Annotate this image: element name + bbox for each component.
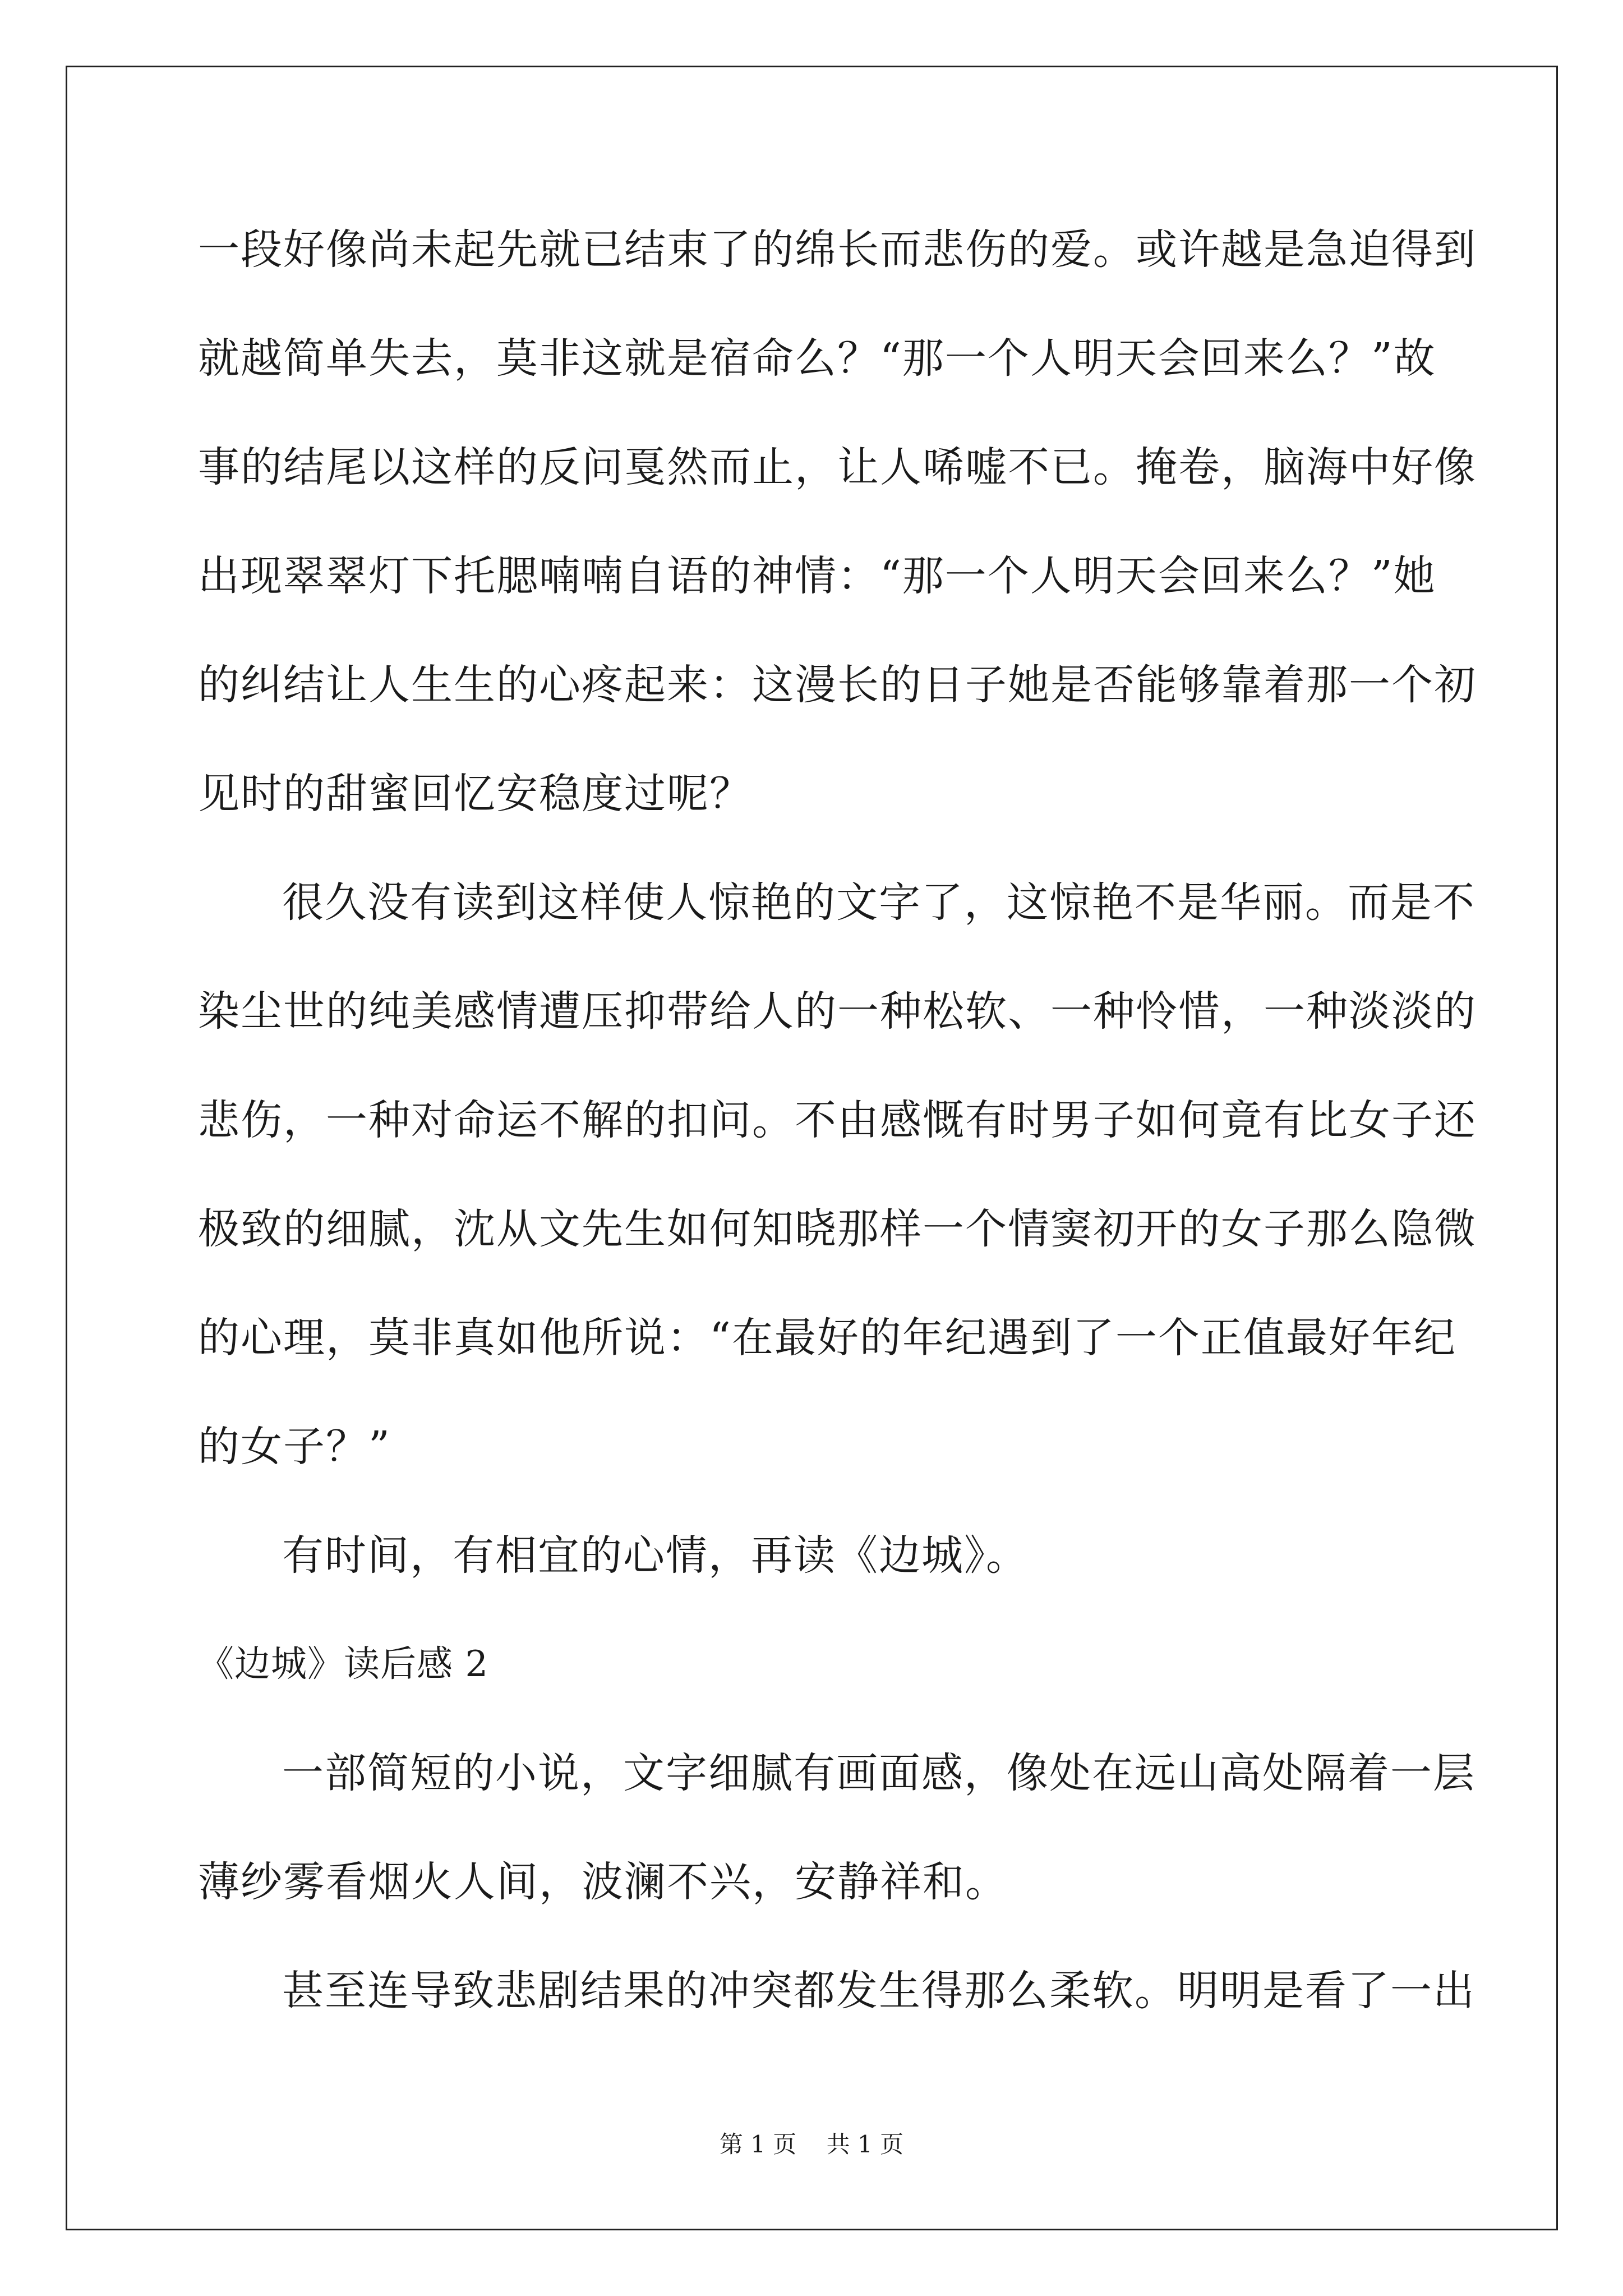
text-line: 事的结尾以这样的反问戛然而止，让人唏嘘不已。掩卷，脑海中好像 bbox=[198, 443, 1477, 491]
text-line: 一段好像尚未起先就已结束了的绵长而悲伤的爱。或许越是急迫得到 bbox=[198, 226, 1477, 274]
text-line: 有时间，有相宜的心情，再读《边城》。 bbox=[282, 1531, 1029, 1580]
body-text-block-2 bbox=[198, 1719, 1476, 2045]
text-line: 极致的细腻，沈从文先生如何知晓那样一个情窦初开的女子那么隐微 bbox=[198, 1205, 1477, 1253]
page-footer: 第 1 页 共 1 页 bbox=[719, 2131, 904, 2158]
body-text-block bbox=[198, 195, 1477, 1610]
text-line: 就越简单失去，莫非这就是宿命么？“那一个人明天会回来么？”故 bbox=[198, 334, 1436, 383]
section-heading-block bbox=[198, 1610, 1432, 1719]
text-line: 出现翠翠灯下托腮喃喃自语的神情：“那一个人明天会回来么？”她 bbox=[198, 552, 1436, 600]
text-line: 一部简短的小说，文字细腻有画面感，像处在远山高处隔着一层 bbox=[282, 1749, 1476, 1797]
text-line: 的女子？” bbox=[198, 1423, 391, 1471]
text-line: 的纠结让人生生的心疼起来：这漫长的日子她是否能够靠着那一个初 bbox=[198, 661, 1477, 709]
text-line: 甚至连导致悲剧结果的冲突都发生得那么柔软。明明是看了一出 bbox=[282, 1967, 1476, 2015]
text-line: 见时的甜蜜回忆安稳度过呢？ bbox=[198, 770, 752, 818]
text-line: 很久没有读到这样使人惊艳的文字了，这惊艳不是华丽。而是不 bbox=[282, 878, 1476, 927]
text-line: 的心理，莫非真如他所说：“在最好的年纪遇到了一个正值最好年纪 bbox=[198, 1314, 1456, 1362]
text-line: 薄纱雾看烟火人间，波澜不兴，安静祥和。 bbox=[198, 1858, 1008, 1906]
section-heading: 《边城》读后感 2 bbox=[198, 1644, 489, 1685]
text-line: 染尘世的纯美感情遭压抑带给人的一种松软、一种怜惜，一种淡淡的 bbox=[198, 987, 1477, 1036]
text-line: 悲伤，一种对命运不解的扣问。不由感慨有时男子如何竟有比女子还 bbox=[198, 1096, 1477, 1144]
